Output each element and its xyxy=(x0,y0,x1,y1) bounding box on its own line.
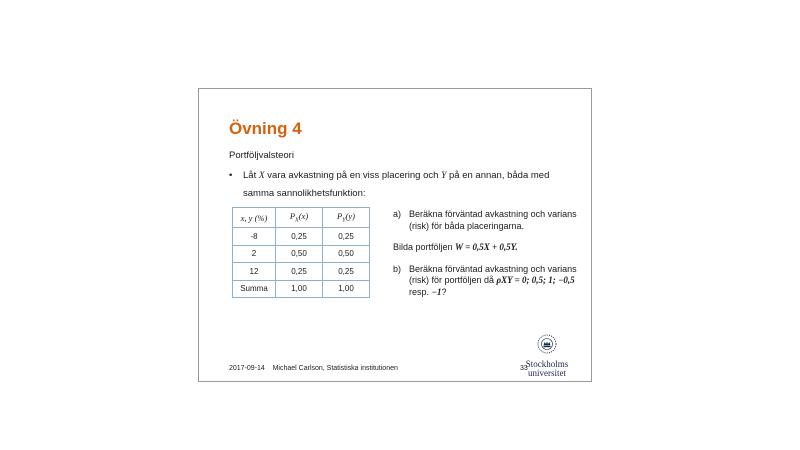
slide xyxy=(198,88,592,382)
footer-date: 2017-09-14 xyxy=(229,365,265,372)
bullet-dot-icon: • xyxy=(229,170,233,181)
crown-seal-icon xyxy=(536,333,558,355)
table-row: 2 0,50 0,50 xyxy=(233,245,370,263)
page-number: 33 xyxy=(520,365,528,372)
header-px: $P_X(x)$ xyxy=(276,208,323,228)
question-a: a) Beräkna förväntad avkastning och varians (risk) för båda placeringarna. xyxy=(393,209,577,231)
header-py: $P_Y(y)$ xyxy=(323,208,370,228)
table-row: -8 0,25 0,25 xyxy=(233,228,370,246)
table-header-row xyxy=(233,208,370,228)
var-y: Y xyxy=(441,171,447,181)
slide-title: Övning 4 xyxy=(229,119,302,138)
slide-footer xyxy=(229,365,398,372)
table-row: 12 0,25 0,25 xyxy=(233,263,370,281)
logo-line2: universitet xyxy=(528,368,566,378)
var-x: X xyxy=(258,171,265,181)
table-row-summa: Summa 1,00 1,00 xyxy=(233,280,370,298)
bullet-text: Låt X vara avkastning på en viss placering och Y på en annan, båda med samma sannolikhetsfunktion: xyxy=(243,170,550,199)
portfolio-definition: Bilda portföljen W = 0,5X + 0,5Y. xyxy=(393,242,518,252)
bullet-point xyxy=(229,167,569,202)
rho-values: ρXY = 0; 0,5; 1; −0,5 xyxy=(496,275,575,285)
logo-line1: Stockholms xyxy=(525,359,569,369)
questions xyxy=(393,209,583,308)
header-xy: x, y (%) xyxy=(233,208,276,228)
distribution-table xyxy=(232,207,370,298)
footer-author: Michael Carlson, Statistiska institutionen xyxy=(272,365,398,372)
slide-subtitle: Portföljvalsteori xyxy=(229,150,294,161)
portfolio-formula: W = 0,5X + 0,5Y. xyxy=(455,242,518,252)
question-b: b) Beräkna förväntad avkastning och varians (risk) för portföljen då ρXY = 0; 0,5; 1; −0,5 resp. −1? xyxy=(393,263,577,297)
